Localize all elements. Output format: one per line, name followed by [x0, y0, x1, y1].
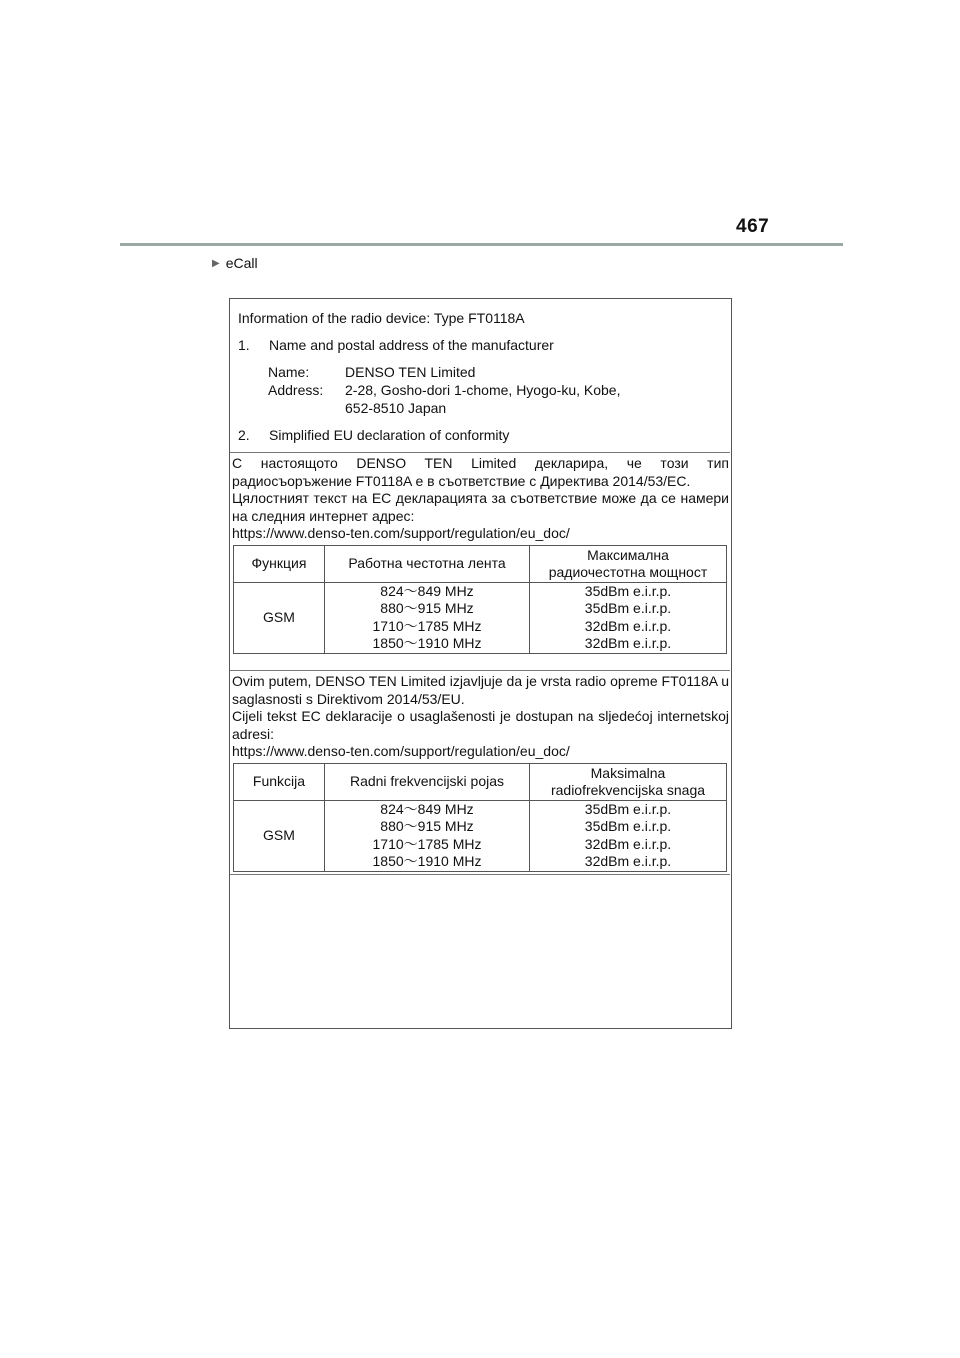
table-row	[234, 800, 727, 871]
power-value: 35dBm e.i.r.p.	[584, 800, 672, 817]
declaration-paragraph-2: Cijeli tekst EC deklaracije o usaglašenosti je dostupan na sljedećoj internetskoj adresi:	[232, 708, 729, 742]
address-line-1: 2-28, Gosho-dori 1-chome, Hyogo-ku, Kobe,	[345, 382, 621, 398]
cell-powers	[530, 800, 727, 871]
declaration-paragraph-1: С настоящото DENSO TEN Limited декларира, че този тип радиосъоръжение FT0118A е в съответствие с Директива 2014/53/ЕС.	[232, 455, 729, 489]
power-value: 35dBm e.i.r.p.	[584, 582, 672, 599]
declaration-bulgarian	[230, 452, 730, 670]
declaration-bosnian	[230, 670, 730, 875]
item-number: 1.	[238, 337, 250, 353]
band-value: 880～915 MHz	[380, 818, 474, 835]
band-value: 824～849 MHz	[380, 800, 474, 817]
col-band: Radni frekvencijski pojas	[325, 763, 530, 800]
table-header-row	[234, 545, 727, 582]
frequency-table	[233, 763, 727, 872]
section-label-text: eCall	[225, 255, 258, 271]
cell-bands	[325, 582, 530, 653]
address-value	[345, 381, 620, 417]
declaration-heading	[238, 427, 509, 443]
name-row	[268, 363, 620, 381]
item-text: Name and postal address of the manufacturer	[269, 337, 554, 353]
declaration-text	[230, 671, 730, 761]
power-value: 32dBm e.i.r.p.	[584, 617, 672, 634]
address-row	[268, 381, 620, 417]
header-rule	[120, 243, 843, 246]
band-value: 1850～1910 MHz	[372, 635, 482, 652]
address-key: Address:	[268, 382, 324, 398]
declaration-url: https://www.denso-ten.com/support/regulation/eu_doc/	[232, 743, 570, 760]
item-number: 2.	[238, 427, 250, 443]
cell-function: GSM	[234, 800, 325, 871]
power-value: 32dBm e.i.r.p.	[584, 835, 672, 852]
table-header-row	[234, 763, 727, 800]
band-value: 1710～1785 MHz	[372, 835, 482, 852]
power-value: 35dBm e.i.r.p.	[584, 600, 672, 617]
address-line-2: 652-8510 Japan	[345, 400, 447, 416]
col-power	[530, 545, 727, 582]
col-function: Функция	[234, 545, 325, 582]
col-power-line-1: Максимална	[587, 546, 669, 563]
col-function: Funkcija	[234, 763, 325, 800]
col-power-line-1: Maksimalna	[590, 764, 666, 781]
manufacturer-heading	[238, 337, 554, 353]
power-value: 32dBm e.i.r.p.	[584, 853, 672, 870]
section-label	[212, 255, 258, 271]
col-band: Работна честотна лента	[325, 545, 530, 582]
triangle-bullet-icon: ▶	[212, 257, 220, 269]
cell-powers	[530, 582, 727, 653]
declaration-url: https://www.denso-ten.com/support/regulation/eu_doc/	[232, 525, 570, 542]
power-value: 35dBm e.i.r.p.	[584, 818, 672, 835]
band-value: 1710～1785 MHz	[372, 617, 482, 634]
name-value: DENSO TEN Limited	[345, 364, 476, 380]
band-value: 824～849 MHz	[380, 582, 474, 599]
frequency-table	[233, 545, 727, 654]
page-number: 467	[736, 216, 770, 237]
band-value: 1850～1910 MHz	[372, 853, 482, 870]
item-text: Simplified EU declaration of conformity	[269, 427, 510, 443]
col-power-line-2: radiofrekvencijska snaga	[550, 781, 706, 798]
power-value: 32dBm e.i.r.p.	[584, 635, 672, 652]
declaration-text	[230, 453, 730, 543]
manufacturer-details	[268, 363, 620, 417]
declaration-paragraph-1: Ovim putem, DENSO TEN Limited izjavljuje da je vrsta radio opreme FT0118A u saglasnosti s Direktivom 2014/53/EU.	[232, 673, 729, 707]
cell-bands	[325, 800, 530, 871]
info-title: Information of the radio device: Type FT0118A	[238, 310, 525, 326]
cell-function: GSM	[234, 582, 325, 653]
band-value: 880～915 MHz	[380, 600, 474, 617]
table-row	[234, 582, 727, 653]
col-power	[530, 763, 727, 800]
declaration-paragraph-2: Цялостният текст на ЕС декларацията за съответствие може да се намери на следния интернет адрес:	[232, 490, 729, 524]
col-power-line-2: радиочестотна мощност	[548, 563, 708, 580]
name-key: Name:	[268, 364, 310, 380]
